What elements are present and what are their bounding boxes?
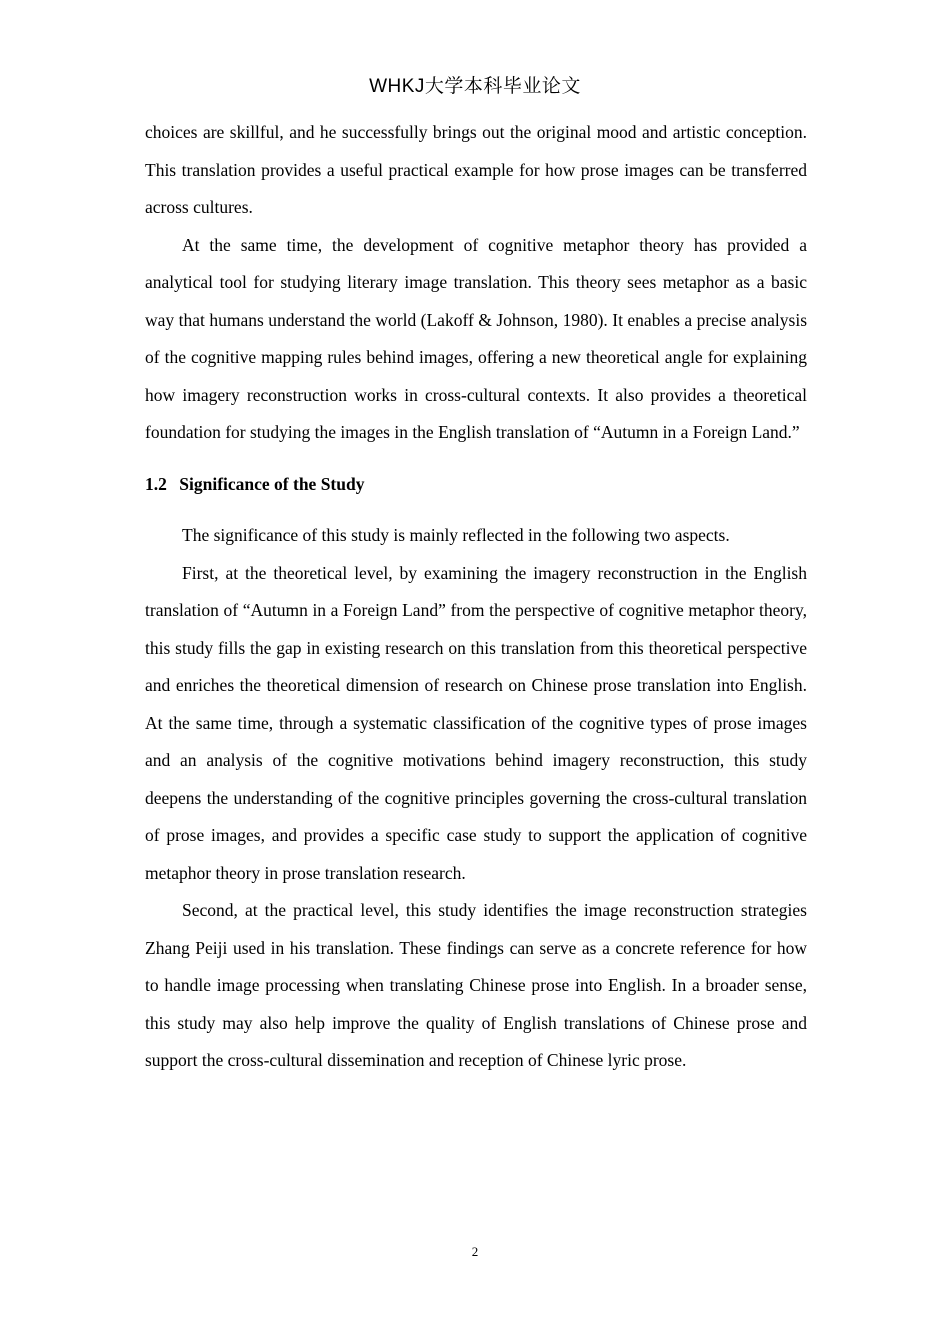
section-number: 1.2 [145, 473, 167, 494]
paragraph-significance-intro: The significance of this study is mainly reflected in the following two aspects. [182, 525, 730, 545]
paragraph-theoretical-level: First, at the theoretical level, by examining the imagery reconstruction in the English translation of “Autumn in a Foreign Land” from the perspective of cognitive metaphor theory, this study fills the gap in existing research on this translation from this theoretical perspective and enriches the theoretical dimension of research on Chinese prose translation into English. At the same time, through a systematic classification of the cognitive types of prose images and an analysis of the cognitive motivations behind imagery reconstruction, this study deepens the understanding of the cognitive principles governing the cross-cultural translation of prose images, and provides a specific case study to support the application of cognitive metaphor theory in prose translation research. [145, 562, 807, 883]
paragraph-practical-level: Second, at the practical level, this study identifies the image reconstruction strategies Zhang Peiji used in his translation. These findings can serve as a concrete reference for how to handle image processing when translating Chinese prose into English. In a broader sense, this study may also help improve the quality of English translations of Chinese prose and support the cross-cultural dissemination and reception of Chinese lyric prose. [145, 900, 807, 1070]
page-number: 2 [471, 1244, 479, 1259]
section-heading [145, 466, 807, 504]
paragraph-cognitive-metaphor: At the same time, the development of cognitive metaphor theory has provided a analytical tool for studying literary image translation. This theory sees metaphor as a basic way that humans understand the world (Lakoff & Johnson, 1980). It enables a precise analysis of the cognitive mapping rules behind images, offering a new theoretical angle for explaining how imagery reconstruction works in cross-cultural contexts. It also provides a theoretical foundation for studying the images in the English translation of “Autumn in a Foreign Land.” [145, 234, 807, 442]
paragraph-continued: choices are skillful, and he successfully brings out the original mood and artistic conception. This translation provides a useful practical example for how prose images can be transferred across cultures. [145, 122, 807, 217]
section-title: Significance of the Study [179, 473, 365, 494]
page-header: WHKJ大学本科毕业论文 [369, 76, 581, 97]
header-rule [145, 104, 807, 105]
page-content [145, 114, 807, 1080]
